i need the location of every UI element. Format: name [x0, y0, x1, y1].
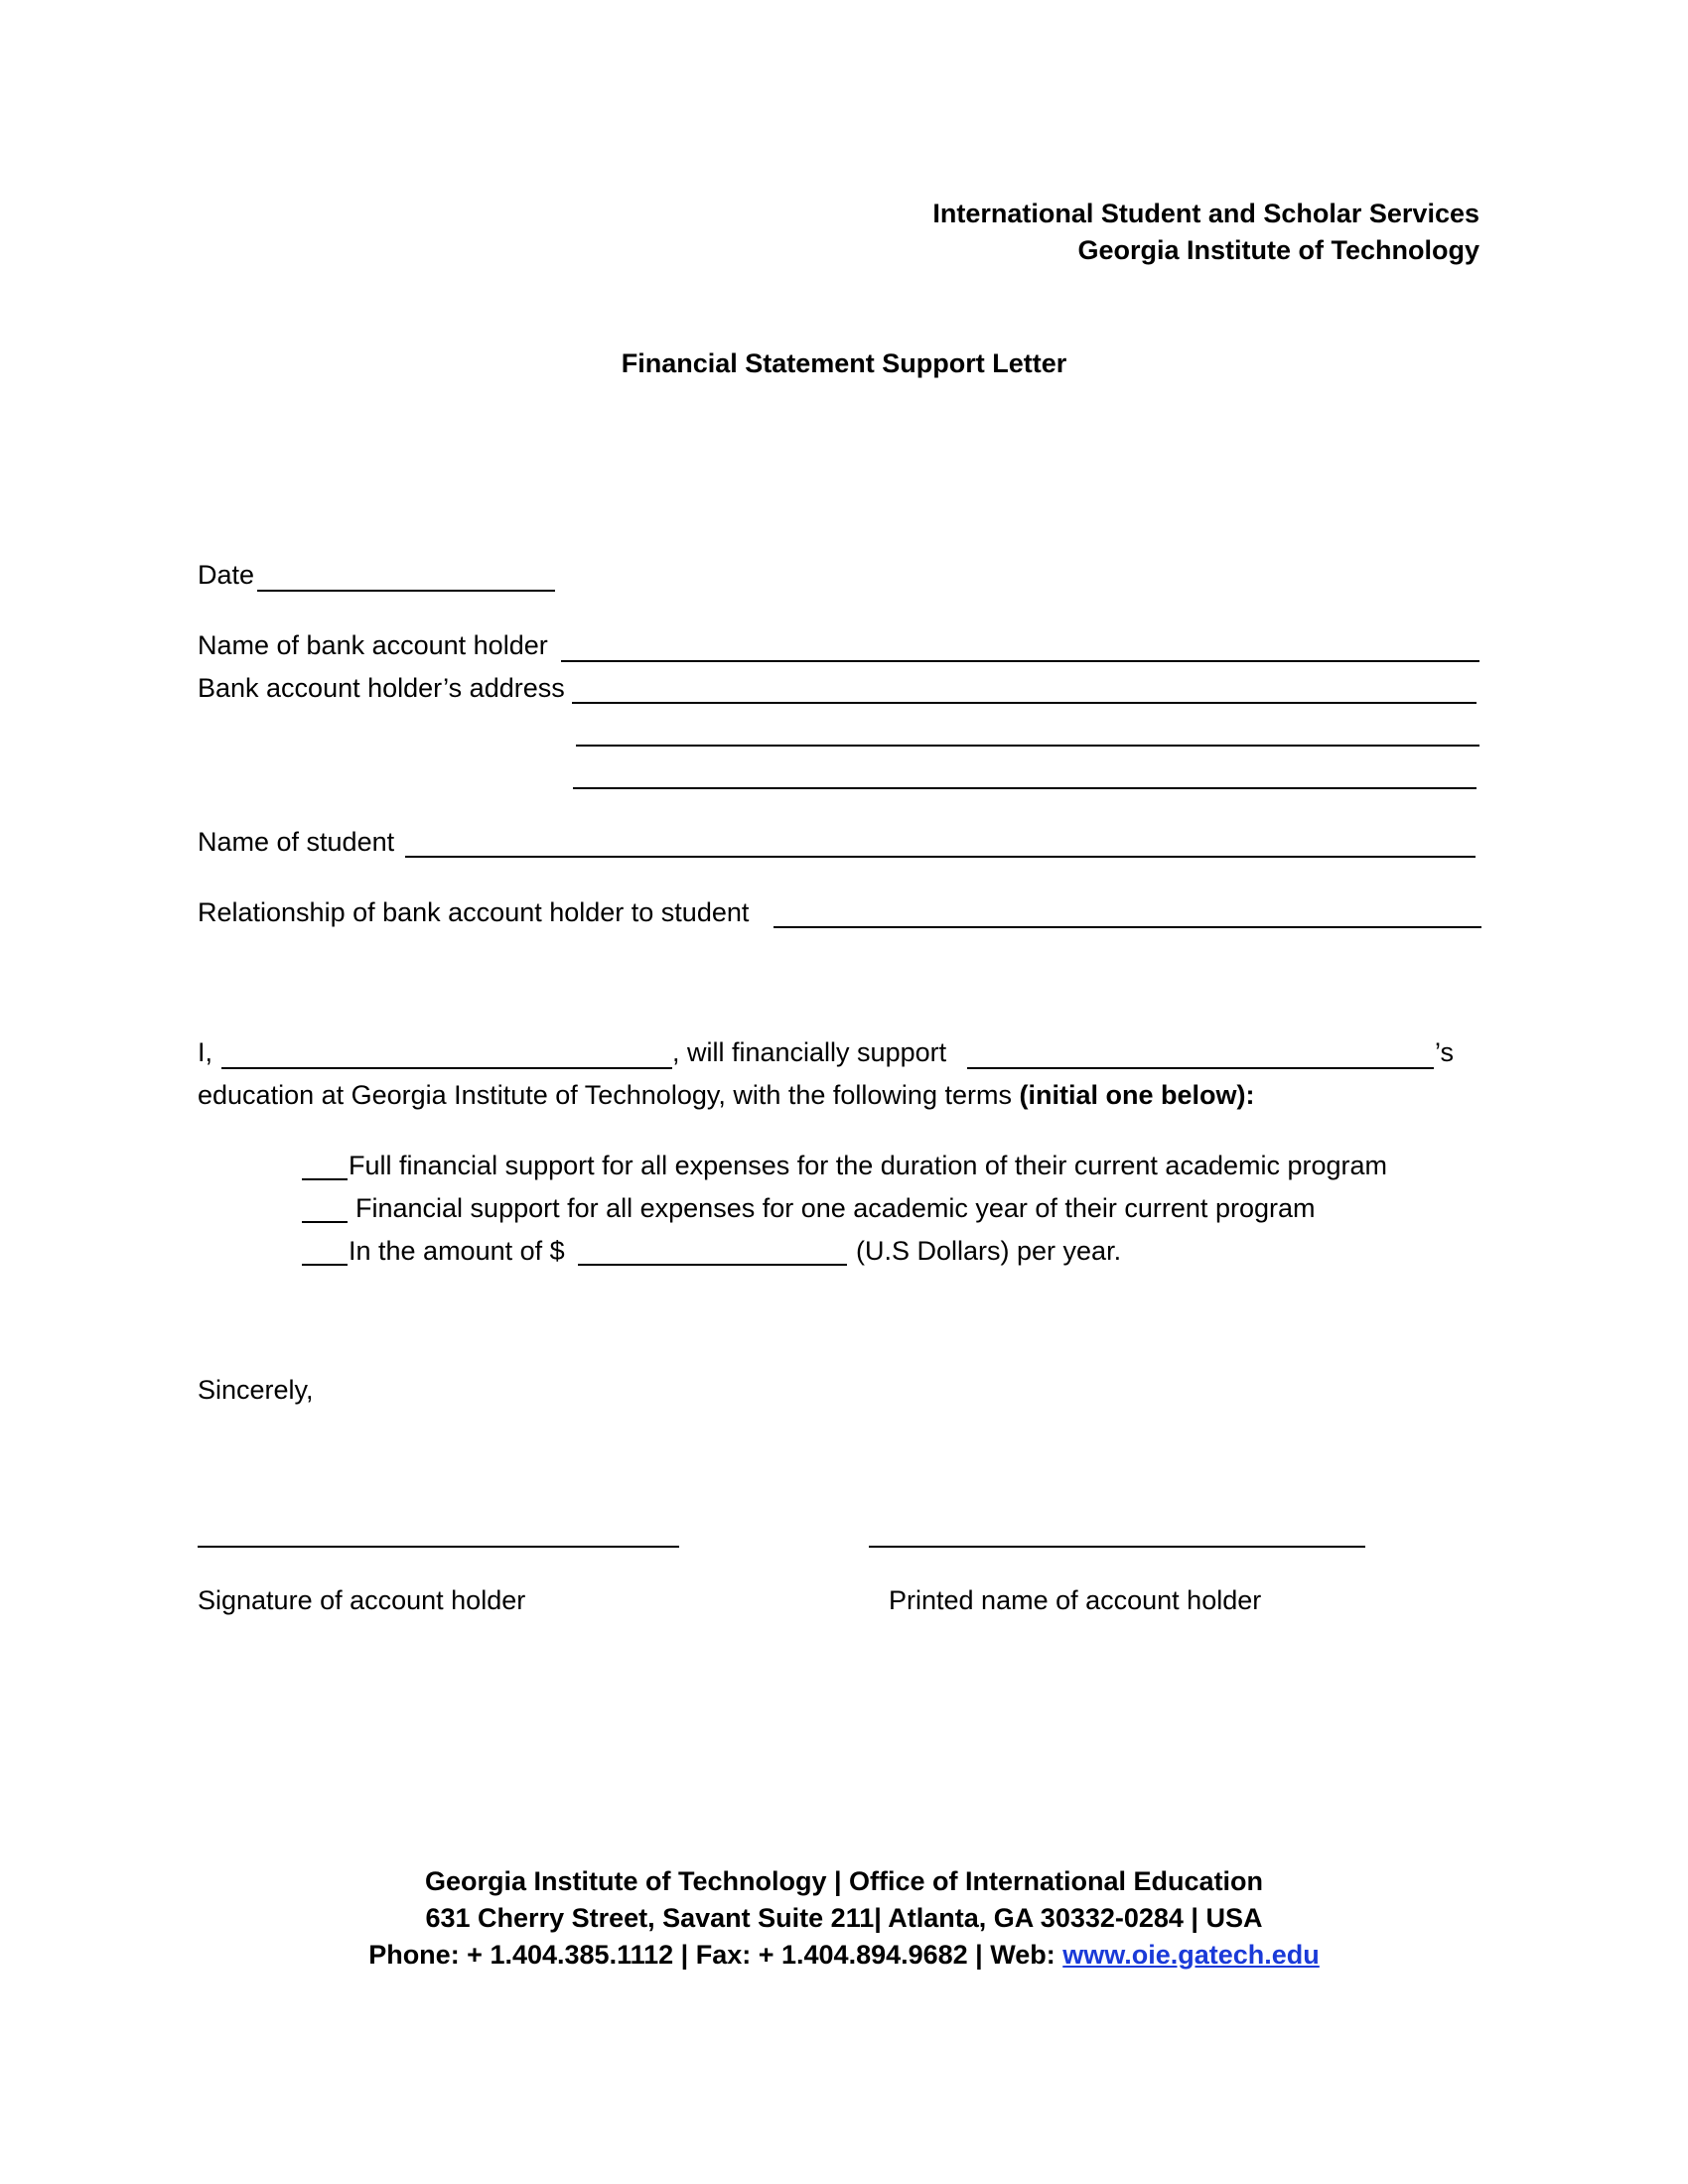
address-field-line-1[interactable] [572, 702, 1477, 704]
relationship-field[interactable] [774, 926, 1481, 928]
page-title: Financial Statement Support Letter [621, 348, 1067, 378]
address-label: Bank account holder’s address [198, 673, 565, 703]
statement-line-2-text: education at Georgia Institute of Technology, with the following terms [198, 1080, 1012, 1110]
supporter-name-field[interactable] [221, 1067, 672, 1069]
account-holder-label: Name of bank account holder [198, 630, 548, 660]
address-field-line-2[interactable] [576, 745, 1479, 747]
signature-label: Signature of account holder [198, 1585, 526, 1615]
statement-line-2 [198, 1079, 1254, 1111]
header-institute: Georgia Institute of Technology [1077, 235, 1479, 265]
statement-prefix: I, [198, 1037, 213, 1067]
statement-line-2-bold: (initial one below): [1019, 1080, 1255, 1110]
student-label: Name of student [198, 827, 395, 857]
option-2-initial-field[interactable] [302, 1221, 348, 1223]
option-1-text: Full financial support for all expenses for the duration of their current academic program [349, 1151, 1388, 1180]
date-label: Date [198, 560, 255, 590]
option-1-initial-field[interactable] [302, 1178, 348, 1180]
supported-student-field[interactable] [967, 1067, 1434, 1069]
footer-web-link[interactable]: www.oie.gatech.edu [1062, 1940, 1320, 1970]
footer-line-1: Georgia Institute of Technology | Office of International Education [424, 1866, 1264, 1896]
footer-line-3 [0, 1939, 1688, 1971]
printed-name-field[interactable] [869, 1546, 1365, 1548]
amount-field[interactable] [578, 1264, 847, 1266]
address-field-line-3[interactable] [573, 787, 1477, 789]
statement-suffix: ’s [1435, 1037, 1455, 1067]
student-field[interactable] [405, 856, 1476, 858]
closing: Sincerely, [198, 1375, 314, 1405]
account-holder-field[interactable] [561, 660, 1479, 662]
amount-suffix: (U.S Dollars) per year. [856, 1236, 1122, 1266]
printed-name-label: Printed name of account holder [889, 1585, 1262, 1615]
statement-middle: , will financially support [672, 1037, 947, 1067]
relationship-label: Relationship of bank account holder to student [198, 897, 750, 927]
footer-line-2: 631 Cherry Street, Savant Suite 211| Atlanta, GA 30332-0284 | USA [425, 1903, 1263, 1933]
option-3-initial-field[interactable] [302, 1264, 348, 1266]
header-office: International Student and Scholar Services [932, 199, 1479, 228]
date-field[interactable] [257, 590, 555, 592]
footer-contact: Phone: + 1.404.385.1112 | Fax: + 1.404.894.9682 | Web: [368, 1940, 1055, 1970]
option-2-text: Financial support for all expenses for one academic year of their current program [355, 1193, 1316, 1223]
option-3-text: In the amount of $ [349, 1236, 565, 1266]
signature-field[interactable] [198, 1546, 679, 1548]
